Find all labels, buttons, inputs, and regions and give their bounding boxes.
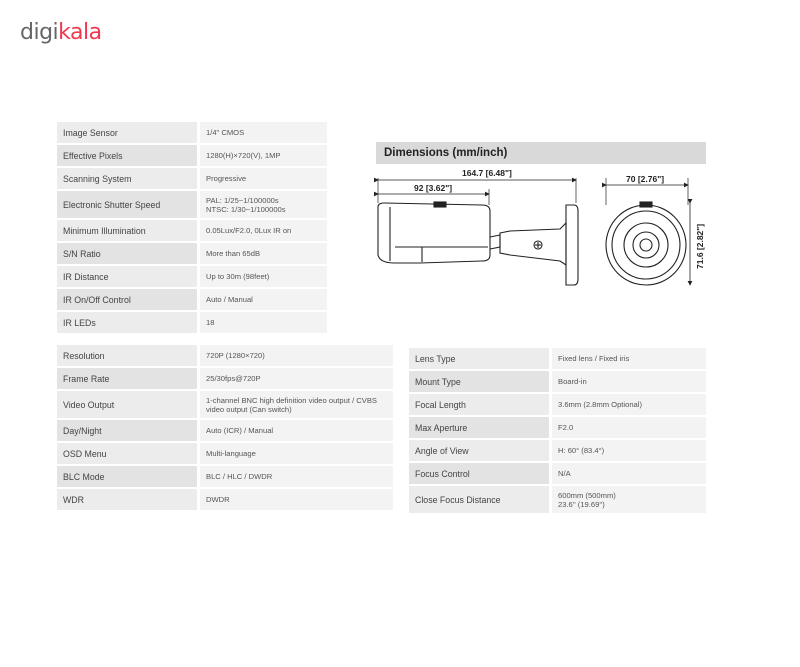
camera-dimension-drawing — [370, 165, 706, 290]
spec-value: Auto / Manual — [197, 289, 327, 310]
spec-row — [57, 191, 327, 218]
spec-label: Day/Night — [57, 420, 197, 441]
spec-row — [57, 312, 327, 333]
spec-row — [57, 168, 327, 189]
spec-label: Close Focus Distance — [409, 486, 549, 513]
spec-value: N/A — [549, 463, 706, 484]
spec-value: PAL: 1/25~1/100000s NTSC: 1/30~1/100000s — [197, 191, 327, 218]
spec-label: Focal Length — [409, 394, 549, 415]
spec-label: Max Aperture — [409, 417, 549, 438]
spec-row — [57, 122, 327, 143]
logo-text-part1: digi — [20, 20, 59, 45]
spec-row — [57, 489, 393, 510]
spec-label: IR On/Off Control — [57, 289, 197, 310]
spec-value: 720P (1280×720) — [197, 345, 393, 366]
spec-row — [57, 289, 327, 310]
spec-value: DWDR — [197, 489, 393, 510]
spec-row — [57, 443, 393, 464]
spec-row — [57, 466, 393, 487]
spec-row — [409, 440, 706, 461]
spec-label: Minimum Illumination — [57, 220, 197, 241]
spec-value: 0.05Lux/F2.0, 0Lux IR on — [197, 220, 327, 241]
spec-value: Up to 30m (98feet) — [197, 266, 327, 287]
spec-row — [409, 348, 706, 369]
spec-label: S/N Ratio — [57, 243, 197, 264]
dimensions-heading: Dimensions (mm/inch) — [376, 142, 706, 164]
spec-label: Focus Control — [409, 463, 549, 484]
spec-label: Image Sensor — [57, 122, 197, 143]
spec-value: 1/4" CMOS — [197, 122, 327, 143]
spec-row — [409, 371, 706, 392]
body-length-label: 92 [3.62"] — [414, 183, 453, 193]
digikala-logo[interactable] — [20, 20, 102, 45]
spec-value: 18 — [197, 312, 327, 333]
spec-value: 25/30fps@720P — [197, 368, 393, 389]
spec-row — [57, 345, 393, 366]
height-label: 71.6 [2.82"] — [695, 223, 705, 269]
spec-label: IR Distance — [57, 266, 197, 287]
logo-text-part2: kala — [58, 20, 102, 45]
spec-label: Electronic Shutter Speed — [57, 191, 197, 218]
spec-row — [409, 486, 706, 513]
spec-label: Resolution — [57, 345, 197, 366]
spec-label: Scanning System — [57, 168, 197, 189]
spec-label: Lens Type — [409, 348, 549, 369]
lens-spec-table — [409, 346, 706, 515]
spec-row — [57, 420, 393, 441]
spec-row — [57, 368, 393, 389]
spec-row — [57, 266, 327, 287]
spec-value: Multi-language — [197, 443, 393, 464]
general-spec-table — [57, 120, 327, 335]
spec-row — [409, 417, 706, 438]
spec-value: More than 65dB — [197, 243, 327, 264]
spec-row — [57, 243, 327, 264]
width-label: 70 [2.76"] — [626, 174, 665, 184]
front-view-outline — [606, 178, 690, 285]
spec-label: Frame Rate — [57, 368, 197, 389]
spec-row — [57, 220, 327, 241]
spec-label: Mount Type — [409, 371, 549, 392]
spec-label: IR LEDs — [57, 312, 197, 333]
spec-value: 1-channel BNC high definition video output / CVBS video output (Can switch) — [197, 391, 393, 418]
spec-label: Effective Pixels — [57, 145, 197, 166]
spec-value: 1280(H)×720(V), 1MP — [197, 145, 327, 166]
spec-label: Video Output — [57, 391, 197, 418]
spec-value: Fixed lens / Fixed iris — [549, 348, 706, 369]
spec-row — [409, 394, 706, 415]
spec-label: OSD Menu — [57, 443, 197, 464]
spec-value: 600mm (500mm) 23.6'' (19.69'') — [549, 486, 706, 513]
spec-row — [409, 463, 706, 484]
spec-label: Angle of View — [409, 440, 549, 461]
spec-value: Progressive — [197, 168, 327, 189]
spec-value: F2.0 — [549, 417, 706, 438]
spec-row — [57, 391, 393, 418]
spec-value: 3.6mm (2.8mm Optional) — [549, 394, 706, 415]
spec-row — [57, 145, 327, 166]
spec-label: BLC Mode — [57, 466, 197, 487]
spec-value: Board-in — [549, 371, 706, 392]
spec-value: BLC / HLC / DWDR — [197, 466, 393, 487]
video-spec-table — [57, 343, 393, 512]
spec-value: H: 60° (83.4°) — [549, 440, 706, 461]
spec-label: WDR — [57, 489, 197, 510]
spec-value: Auto (ICR) / Manual — [197, 420, 393, 441]
side-view-outline — [378, 178, 578, 285]
overall-length-label: 164.7 [6.48"] — [462, 168, 512, 178]
